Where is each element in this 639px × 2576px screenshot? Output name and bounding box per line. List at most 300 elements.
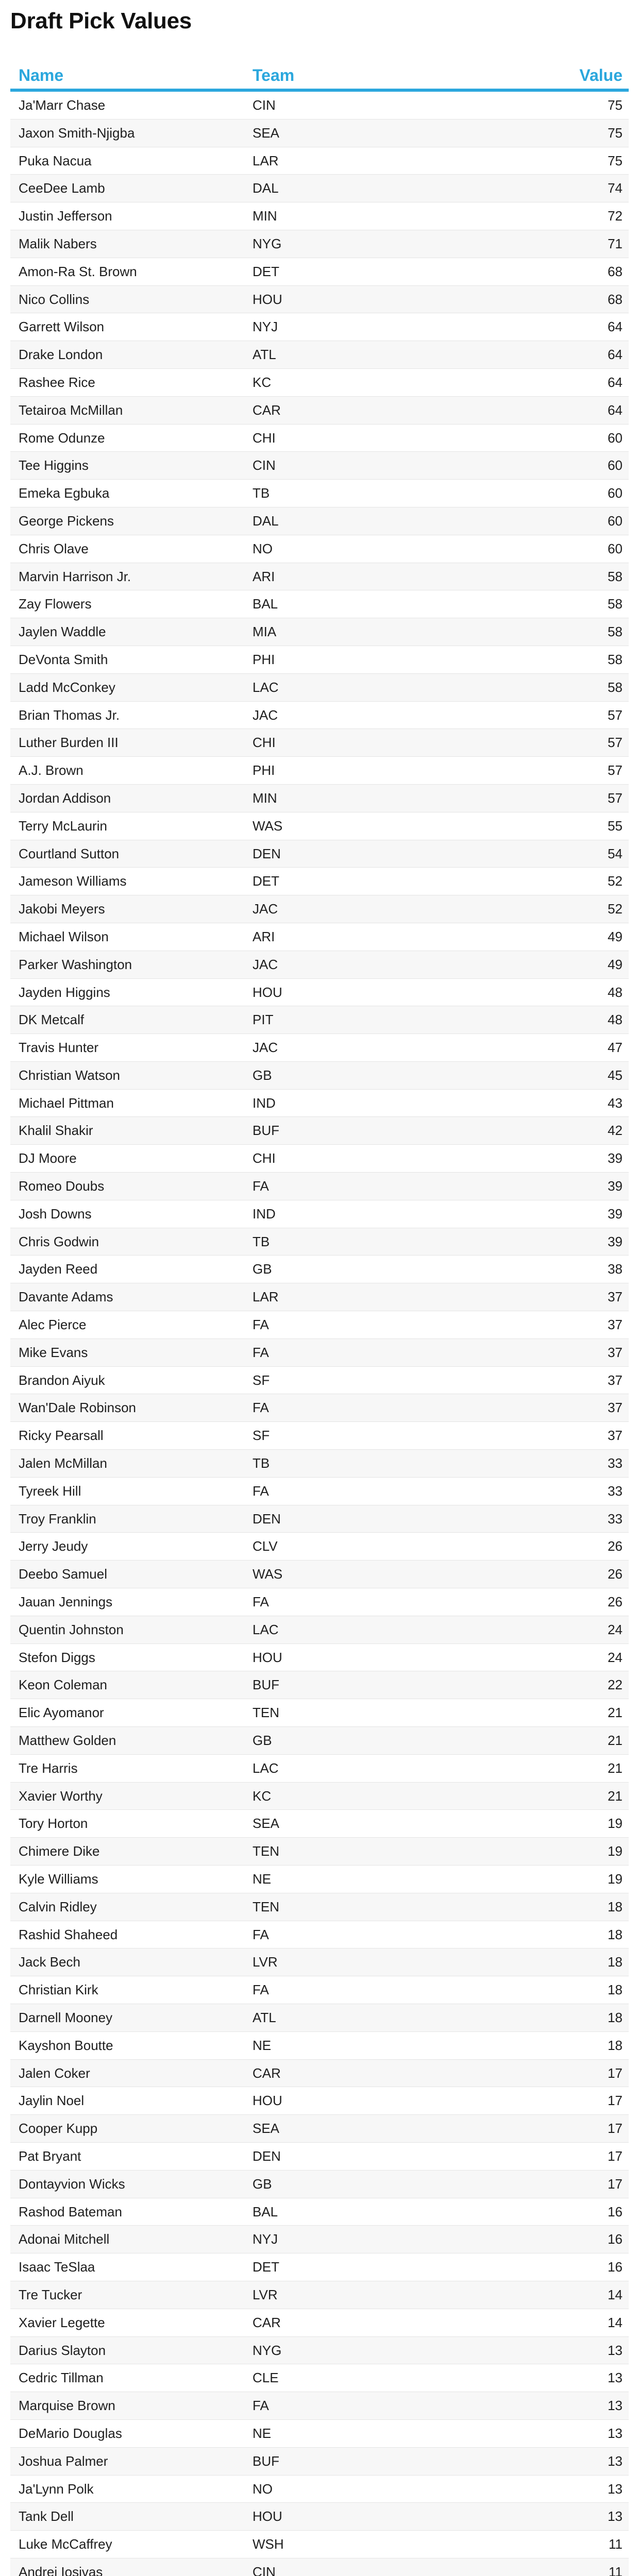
- cell-name: Xavier Worthy: [19, 1788, 103, 1804]
- cell-value: 14: [608, 2286, 623, 2302]
- cell-value: 17: [608, 2093, 623, 2109]
- table-row: [10, 1727, 629, 1755]
- cell-name: CeeDee Lamb: [19, 180, 105, 196]
- table-row: [10, 2531, 629, 2558]
- cell-value: 57: [608, 790, 623, 806]
- table-row: [10, 1006, 629, 1034]
- cell-value: 58: [608, 624, 623, 640]
- cell-value: 64: [608, 319, 623, 335]
- cell-name: Keon Coleman: [19, 1677, 107, 1693]
- cell-name: Courtland Sutton: [19, 845, 120, 861]
- table-row: [10, 120, 629, 147]
- cell-value: 75: [608, 97, 623, 113]
- cell-team: TEN: [253, 1843, 279, 1859]
- table-row: [10, 1866, 629, 1893]
- cell-value: 17: [608, 2148, 623, 2164]
- cell-value: 58: [608, 679, 623, 695]
- cell-name: Jameson Williams: [19, 873, 127, 889]
- table-row: [10, 2253, 629, 2281]
- cell-team: DET: [253, 2259, 279, 2275]
- cell-team: PIT: [253, 1012, 274, 1028]
- cell-name: Khalil Shakir: [19, 1123, 93, 1139]
- column-header-name[interactable]: Name: [19, 66, 64, 84]
- cell-value: 58: [608, 596, 623, 612]
- cell-value: 60: [608, 457, 623, 473]
- cell-name: Parker Washington: [19, 956, 132, 972]
- table-row: [10, 2115, 629, 2143]
- table-row: [10, 1200, 629, 1228]
- cell-name: Alec Pierce: [19, 1317, 87, 1333]
- table-row: [10, 785, 629, 812]
- cell-name: Joshua Palmer: [19, 2453, 108, 2469]
- table-row: [10, 2558, 629, 2576]
- cell-value: 17: [608, 2176, 623, 2192]
- cell-name: DeMario Douglas: [19, 2425, 122, 2441]
- table-row: [10, 535, 629, 563]
- cell-name: Marquise Brown: [19, 2398, 115, 2414]
- table-row: [10, 1394, 629, 1422]
- cell-value: 13: [608, 2481, 623, 2497]
- cell-team: LAR: [253, 1289, 279, 1305]
- cell-value: 43: [608, 1095, 623, 1111]
- table-row: [10, 507, 629, 535]
- cell-name: Isaac TeSlaa: [19, 2259, 95, 2275]
- cell-team: FA: [253, 1344, 269, 1360]
- table-row: [10, 2448, 629, 2476]
- cell-team: HOU: [253, 2509, 282, 2524]
- cell-name: George Pickens: [19, 513, 114, 529]
- cell-team: JAC: [253, 901, 278, 917]
- cell-name: Amon-Ra St. Brown: [19, 263, 137, 279]
- cell-value: 39: [608, 1150, 623, 1166]
- table-row: [10, 1478, 629, 1505]
- cell-team: BAL: [253, 2204, 278, 2219]
- cell-name: Jerry Jeudy: [19, 1538, 88, 1554]
- cell-value: 13: [608, 2342, 623, 2358]
- cell-name: Xavier Legette: [19, 2314, 105, 2330]
- cell-team: DEN: [253, 1511, 281, 1527]
- cell-name: Jayden Higgins: [19, 984, 110, 1000]
- table-header: [10, 60, 629, 92]
- cell-team: TB: [253, 1233, 270, 1249]
- cell-team: CIN: [253, 2564, 276, 2576]
- cell-team: BUF: [253, 1677, 279, 1693]
- table-row: [10, 590, 629, 618]
- table-row: [10, 2503, 629, 2531]
- table-row: [10, 840, 629, 868]
- table-row: [10, 92, 629, 120]
- cell-team: GB: [253, 2176, 272, 2192]
- table-row: [10, 258, 629, 286]
- cell-team: MIN: [253, 208, 277, 224]
- cell-name: Luther Burden III: [19, 735, 119, 751]
- cell-team: MIA: [253, 624, 277, 640]
- cell-name: Marvin Harrison Jr.: [19, 568, 131, 584]
- cell-value: 11: [609, 2564, 623, 2576]
- cell-team: SEA: [253, 125, 280, 141]
- cell-team: NYJ: [253, 2231, 278, 2247]
- cell-value: 19: [608, 1843, 623, 1859]
- cell-team: FA: [253, 1483, 269, 1499]
- cell-team: TB: [253, 485, 270, 501]
- cell-team: PHI: [253, 762, 275, 778]
- cell-name: Ladd McConkey: [19, 679, 115, 695]
- cell-name: Jakobi Meyers: [19, 901, 105, 917]
- cell-team: KC: [253, 374, 272, 390]
- cell-team: CLV: [253, 1538, 278, 1554]
- table-row: [10, 2392, 629, 2420]
- cell-team: FA: [253, 2398, 269, 2414]
- cell-team: ATL: [253, 347, 276, 363]
- cell-name: Rashod Bateman: [19, 2204, 122, 2219]
- cell-name: DK Metcalf: [19, 1012, 85, 1028]
- cell-value: 11: [609, 2536, 623, 2552]
- table-row: [10, 729, 629, 757]
- cell-value: 17: [608, 2121, 623, 2137]
- cell-name: Jayden Reed: [19, 1261, 98, 1277]
- table-row: [10, 1810, 629, 1838]
- cell-value: 13: [608, 2453, 623, 2469]
- table-row: [10, 674, 629, 702]
- cell-value: 49: [608, 928, 623, 944]
- cell-team: ARI: [253, 928, 275, 944]
- cell-team: DET: [253, 263, 279, 279]
- cell-team: TEN: [253, 1899, 279, 1914]
- cell-name: A.J. Brown: [19, 762, 83, 778]
- cell-team: LAC: [253, 1621, 279, 1637]
- cell-value: 48: [608, 984, 623, 1000]
- cell-team: NE: [253, 2425, 272, 2441]
- cell-name: Chimere Dike: [19, 1843, 100, 1859]
- table-row: [10, 1367, 629, 1395]
- cell-team: LVR: [253, 2286, 278, 2302]
- cell-value: 37: [608, 1428, 623, 1444]
- table-row: [10, 1616, 629, 1644]
- table-row: [10, 563, 629, 591]
- table-row: [10, 147, 629, 175]
- table-row: [10, 2226, 629, 2253]
- cell-value: 37: [608, 1400, 623, 1416]
- table-row: [10, 2281, 629, 2309]
- cell-value: 14: [608, 2314, 623, 2330]
- cell-name: Christian Kirk: [19, 1982, 98, 1998]
- table-row: [10, 480, 629, 507]
- cell-value: 37: [608, 1372, 623, 1388]
- cell-name: Darius Slayton: [19, 2342, 106, 2358]
- cell-team: DEN: [253, 2148, 281, 2164]
- cell-name: Jaxon Smith-Njigba: [19, 125, 135, 141]
- cell-team: IND: [253, 1095, 276, 1111]
- table-row: [10, 1283, 629, 1311]
- cell-team: DAL: [253, 513, 279, 529]
- cell-team: SF: [253, 1372, 270, 1388]
- cell-team: BAL: [253, 596, 278, 612]
- cell-team: CHI: [253, 735, 276, 751]
- cell-name: Zay Flowers: [19, 596, 92, 612]
- cell-team: WAS: [253, 1566, 283, 1582]
- cell-value: 48: [608, 1012, 623, 1028]
- table-row: [10, 369, 629, 397]
- cell-team: CHI: [253, 1150, 276, 1166]
- cell-team: NYJ: [253, 319, 278, 335]
- table-row: [10, 923, 629, 951]
- cell-value: 26: [608, 1594, 623, 1610]
- table-row: [10, 2032, 629, 2060]
- table-row: [10, 1644, 629, 1672]
- cell-team: NYG: [253, 235, 282, 251]
- cell-team: ATL: [253, 2009, 276, 2025]
- cell-value: 18: [608, 2009, 623, 2025]
- table-row: [10, 1921, 629, 1949]
- cell-value: 58: [608, 568, 623, 584]
- table-row: [10, 1561, 629, 1588]
- cell-name: Rome Odunze: [19, 430, 105, 446]
- cell-name: Pat Bryant: [19, 2148, 81, 2164]
- cell-name: Adonai Mitchell: [19, 2231, 110, 2247]
- cell-value: 33: [608, 1455, 623, 1471]
- cell-name: Garrett Wilson: [19, 319, 105, 335]
- table-row: [10, 1339, 629, 1367]
- cell-team: NO: [253, 540, 273, 556]
- cell-name: Tory Horton: [19, 1816, 88, 1832]
- table-row: [10, 2476, 629, 2503]
- cell-name: Jalen McMillan: [19, 1455, 107, 1471]
- cell-value: 54: [608, 845, 623, 861]
- cell-value: 24: [608, 1621, 623, 1637]
- table-row: [10, 1976, 629, 2004]
- cell-name: Jack Bech: [19, 1954, 80, 1970]
- cell-name: Ja'Lynn Polk: [19, 2481, 94, 2497]
- column-header-team[interactable]: Team: [253, 66, 295, 84]
- cell-team: CLE: [253, 2370, 279, 2386]
- cell-team: BUF: [253, 1123, 279, 1139]
- cell-name: Jalen Coker: [19, 2065, 90, 2081]
- table-row: [10, 175, 629, 202]
- table-row: [10, 1117, 629, 1145]
- cell-team: IND: [253, 1206, 276, 1222]
- table-row: [10, 2004, 629, 2032]
- cell-value: 33: [608, 1483, 623, 1499]
- table-row: [10, 2198, 629, 2226]
- cell-name: Michael Pittman: [19, 1095, 114, 1111]
- table-row: [10, 1311, 629, 1339]
- table-row: [10, 812, 629, 840]
- cell-name: Travis Hunter: [19, 1040, 99, 1056]
- cell-value: 57: [608, 707, 623, 723]
- cell-value: 22: [608, 1677, 623, 1693]
- cell-name: Cedric Tillman: [19, 2370, 104, 2386]
- cell-value: 55: [608, 818, 623, 834]
- cell-name: Brian Thomas Jr.: [19, 707, 120, 723]
- cell-name: Luke McCaffrey: [19, 2536, 112, 2552]
- table-row: [10, 341, 629, 369]
- cell-value: 26: [608, 1566, 623, 1582]
- table-row: [10, 1533, 629, 1561]
- cell-team: FA: [253, 1982, 269, 1998]
- table-row: [10, 1893, 629, 1921]
- cell-team: JAC: [253, 956, 278, 972]
- cell-name: Davante Adams: [19, 1289, 113, 1305]
- cell-team: LVR: [253, 1954, 278, 1970]
- cell-value: 19: [608, 1816, 623, 1832]
- cell-value: 71: [608, 235, 623, 251]
- cell-name: Puka Nacua: [19, 152, 92, 168]
- table-row: [10, 1256, 629, 1283]
- table-row: [10, 2364, 629, 2392]
- cell-team: GB: [253, 1067, 272, 1083]
- cell-team: DAL: [253, 180, 279, 196]
- table-row: [10, 2087, 629, 2115]
- cell-team: SEA: [253, 2121, 280, 2137]
- cell-value: 64: [608, 347, 623, 363]
- cell-team: LAR: [253, 152, 279, 168]
- cell-name: Jaylen Waddle: [19, 624, 106, 640]
- cell-value: 75: [608, 125, 623, 141]
- cell-name: Michael Wilson: [19, 928, 109, 944]
- cell-name: Matthew Golden: [19, 1733, 116, 1749]
- cell-value: 57: [608, 762, 623, 778]
- data-table: [10, 60, 629, 2576]
- cell-name: Justin Jefferson: [19, 208, 112, 224]
- cell-name: Malik Nabers: [19, 235, 97, 251]
- table-row: [10, 1755, 629, 1783]
- cell-team: LAC: [253, 679, 279, 695]
- table-row: [10, 1090, 629, 1117]
- cell-name: Dontayvion Wicks: [19, 2176, 125, 2192]
- cell-name: Jaylin Noel: [19, 2093, 85, 2109]
- cell-name: Darnell Mooney: [19, 2009, 113, 2025]
- column-header-value[interactable]: Value: [579, 66, 623, 84]
- cell-value: 16: [608, 2204, 623, 2219]
- table-row: [10, 895, 629, 923]
- cell-value: 37: [608, 1344, 623, 1360]
- cell-value: 64: [608, 402, 623, 418]
- cell-team: WSH: [253, 2536, 284, 2552]
- cell-team: BUF: [253, 2453, 279, 2469]
- cell-value: 13: [608, 2425, 623, 2441]
- table-row: [10, 425, 629, 452]
- table-row: [10, 313, 629, 341]
- table-row: [10, 1145, 629, 1173]
- cell-value: 24: [608, 1649, 623, 1665]
- cell-name: Tyreek Hill: [19, 1483, 81, 1499]
- cell-value: 60: [608, 513, 623, 529]
- cell-value: 58: [608, 651, 623, 667]
- cell-name: Romeo Doubs: [19, 1178, 105, 1194]
- table-row: [10, 2143, 629, 2171]
- cell-team: KC: [253, 1788, 272, 1804]
- cell-team: JAC: [253, 707, 278, 723]
- cell-value: 68: [608, 263, 623, 279]
- cell-value: 18: [608, 2037, 623, 2053]
- cell-name: Josh Downs: [19, 1206, 92, 1222]
- cell-name: Tre Tucker: [19, 2286, 82, 2302]
- cell-value: 42: [608, 1123, 623, 1139]
- cell-value: 17: [608, 2065, 623, 2081]
- cell-team: HOU: [253, 291, 282, 307]
- cell-value: 68: [608, 291, 623, 307]
- cell-name: Tre Harris: [19, 1760, 78, 1776]
- cell-team: NYG: [253, 2342, 282, 2358]
- cell-value: 26: [608, 1538, 623, 1554]
- cell-value: 16: [608, 2231, 623, 2247]
- cell-value: 37: [608, 1289, 623, 1305]
- table-row: [10, 1699, 629, 1727]
- cell-name: Ja'Marr Chase: [19, 97, 106, 113]
- table-row: [10, 868, 629, 895]
- cell-value: 21: [608, 1788, 623, 1804]
- cell-team: TEN: [253, 1705, 279, 1721]
- cell-name: Kayshon Boutte: [19, 2037, 113, 2053]
- table-row: [10, 2060, 629, 2088]
- cell-value: 45: [608, 1067, 623, 1083]
- cell-value: 13: [608, 2398, 623, 2414]
- cell-team: HOU: [253, 1649, 282, 1665]
- cell-value: 75: [608, 152, 623, 168]
- cell-team: JAC: [253, 1040, 278, 1056]
- cell-value: 47: [608, 1040, 623, 1056]
- table-row: [10, 1505, 629, 1533]
- cell-team: CHI: [253, 430, 276, 446]
- cell-name: Quentin Johnston: [19, 1621, 124, 1637]
- table-row: [10, 230, 629, 258]
- table-row: [10, 1034, 629, 1062]
- table-row: [10, 1671, 629, 1699]
- cell-team: WAS: [253, 818, 283, 834]
- table-row: [10, 1948, 629, 1976]
- cell-name: Nico Collins: [19, 291, 90, 307]
- cell-name: Calvin Ridley: [19, 1899, 97, 1914]
- cell-name: Jauan Jennings: [19, 1594, 113, 1610]
- cell-value: 74: [608, 180, 623, 196]
- cell-value: 52: [608, 901, 623, 917]
- cell-value: 13: [608, 2370, 623, 2386]
- cell-value: 16: [608, 2259, 623, 2275]
- cell-team: DEN: [253, 845, 281, 861]
- cell-name: Terry McLaurin: [19, 818, 107, 834]
- cell-name: Tee Higgins: [19, 457, 89, 473]
- cell-name: Troy Franklin: [19, 1511, 96, 1527]
- cell-team: SEA: [253, 1816, 280, 1832]
- table-row: [10, 202, 629, 230]
- cell-name: Emeka Egbuka: [19, 485, 110, 501]
- table-row: [10, 618, 629, 646]
- table-row: [10, 1422, 629, 1450]
- cell-team: FA: [253, 1926, 269, 1942]
- cell-value: 57: [608, 735, 623, 751]
- page-title: Draft Pick Values: [10, 8, 192, 33]
- cell-value: 64: [608, 374, 623, 390]
- table-row: [10, 951, 629, 979]
- cell-team: CIN: [253, 457, 276, 473]
- cell-value: 39: [608, 1233, 623, 1249]
- table-row: [10, 1062, 629, 1090]
- table-row: [10, 397, 629, 425]
- cell-team: ARI: [253, 568, 275, 584]
- cell-value: 18: [608, 1899, 623, 1914]
- cell-team: FA: [253, 1594, 269, 1610]
- cell-value: 33: [608, 1511, 623, 1527]
- cell-team: HOU: [253, 2093, 282, 2109]
- cell-name: Tetairoa McMillan: [19, 402, 123, 418]
- cell-team: TB: [253, 1455, 270, 1471]
- cell-team: HOU: [253, 984, 282, 1000]
- cell-name: Ricky Pearsall: [19, 1428, 104, 1444]
- cell-value: 18: [608, 1982, 623, 1998]
- cell-value: 49: [608, 956, 623, 972]
- cell-name: Chris Olave: [19, 540, 89, 556]
- cell-value: 39: [608, 1206, 623, 1222]
